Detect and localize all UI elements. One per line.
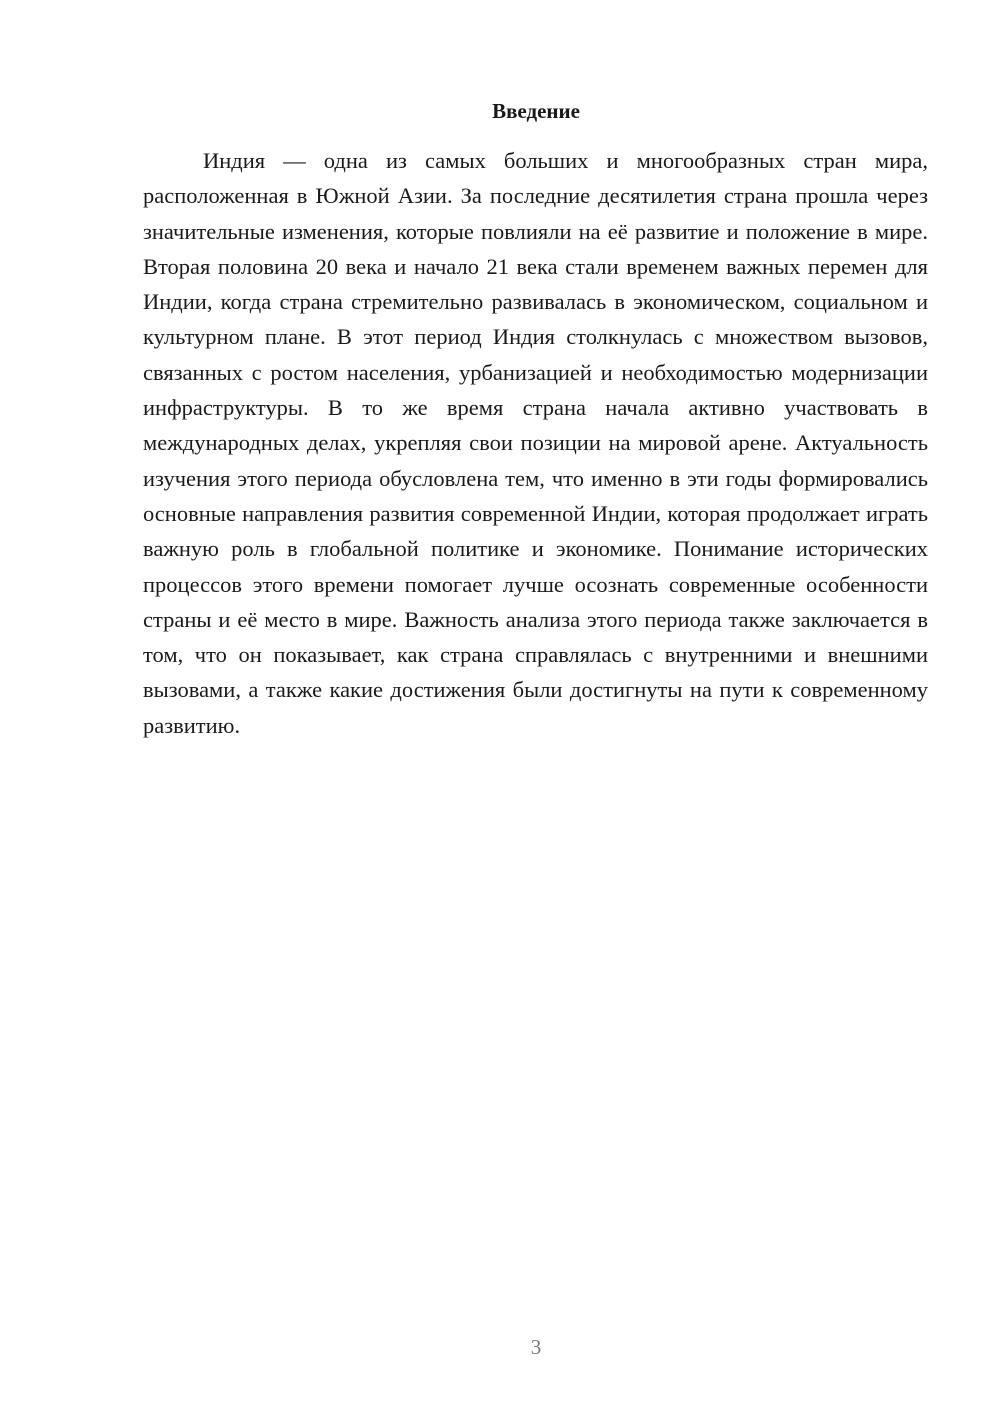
page-number: 3 <box>530 1335 542 1359</box>
section-heading: Введение <box>492 99 580 123</box>
introduction-paragraph: Индия — одна из самых больших и многообразных стран мира, расположенная в Южной Азии. За последние десятилетия страна прошла через значительные изменения, которые повлияли на её развитие и положение в мире. Вторая половина 20 века и начало 21 века стали временем важных перемен для Индии, когда страна стремительно развивалась в экономическом, социальном и культурном плане. В этот период Индия столкнулась с множеством вызовов, связанных с ростом населения, урбанизацией и необходимостью модернизации инфраструктуры. В то же время страна начала активно участвовать в международных делах, укрепляя свои позиции на мировой арене. Актуальность изучения этого периода обусловлена тем, что именно в эти годы формировались основные направления развития современной Индии, которая продолжает играть важную роль в глобальной политике и экономике. Понимание исторических процессов этого времени помогает лучше осознать современные особенности страны и её место в мире. Важность анализа этого периода также заключается в том, что он показывает, как страна справлялась с внутренними и внешними вызовами, а также какие достижения были достигнуты на пути к современному развитию. <box>143 148 928 738</box>
